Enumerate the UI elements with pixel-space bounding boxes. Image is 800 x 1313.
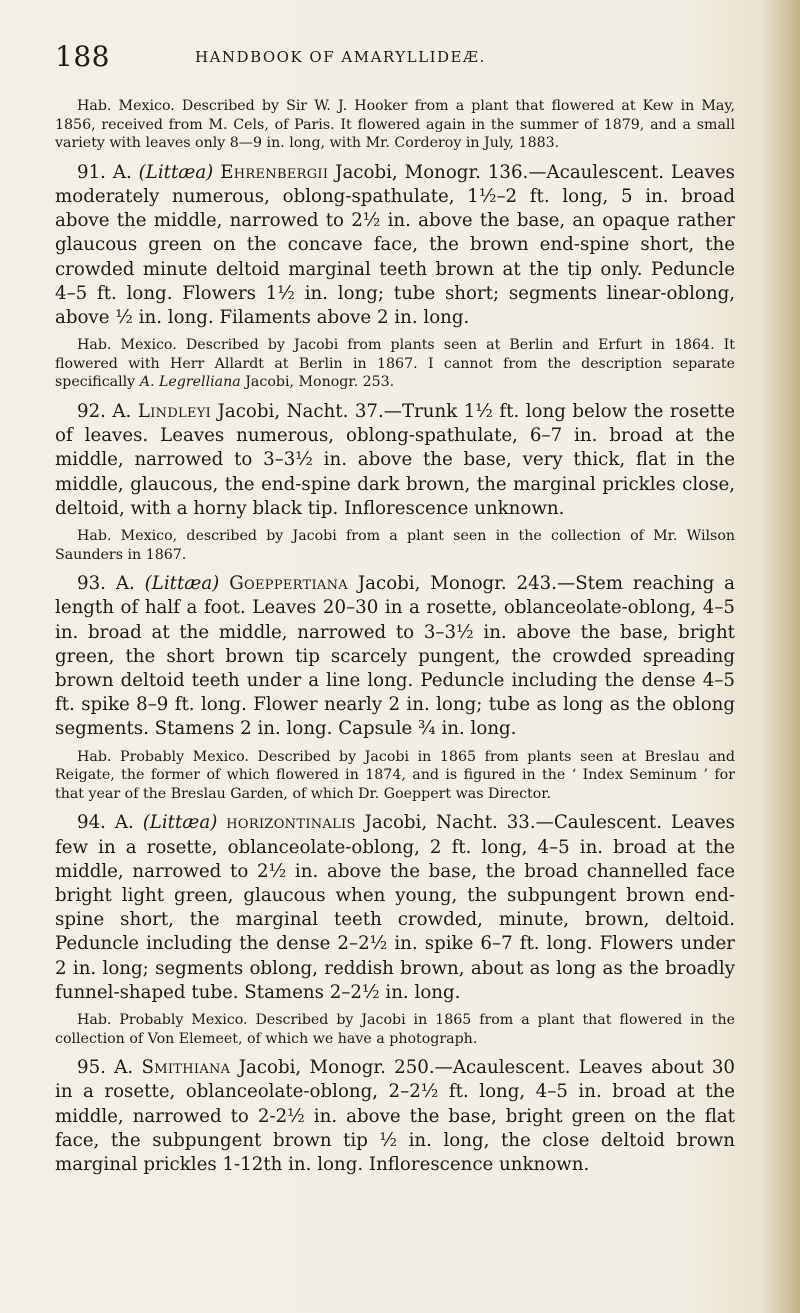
species-name: Ehrenbergii xyxy=(220,161,329,183)
species-name: Goeppertiana xyxy=(229,573,348,595)
species-description: Jacobi, Nacht. 37.—Trunk 1½ ft. long below the rosette of leaves. Leaves numerous, oblong-spathulate, 6–7 in. broad at the middle, narrowed to 3–3½ in. above the base, very thick, flat in the middle, glaucous, the end-spine dark brown, the marginal prickles close, deltoid, with a horny black tip. Inflorescence unknown. xyxy=(55,400,735,519)
running-title: HANDBOOK OF AMARYLLIDEÆ. xyxy=(195,48,486,66)
habitat-note: Hab. Mexico, described by Jacobi from a plant seen in the collection of Mr. Wilson Saunders in 1867. xyxy=(55,528,735,563)
habitat-note: Hab. Mexico. Described by Sir W. J. Hooker from a plant that flowered at Kew in May, 1856, received from M. Cels, of Paris. It flowered again in the summer of 1879, and a small variety with leaves only 8—9 in. long, with Mr. Corderoy in July, 1883. xyxy=(55,98,735,152)
species-entry xyxy=(55,572,735,741)
species-subgenus: (Littæa) xyxy=(144,573,220,595)
running-head xyxy=(55,40,735,73)
species-entry xyxy=(55,400,735,521)
species-description: Jacobi, Monogr. 136.—Acaulescent. Leaves moderately numerous, oblong-spathulate, 1½–2 ft. long, 5 in. broad above the middle, narrowed to 2½ in. above the base, an opaque rather glaucous green on the concave face, the brown end-spine short, the crowded minute deltoid marginal teeth brown at the tip only. Peduncle 4–5 ft. long. Flowers 1½ in. long; tube short; segments linear-oblong, above ½ in. long. Filaments above 2 in. long. xyxy=(55,161,735,328)
page-content xyxy=(55,97,735,1183)
species-entry xyxy=(55,161,735,330)
species-number: 93. A. xyxy=(77,573,135,595)
habitat-note: Hab. Probably Mexico. Described by Jacobi in 1865 from plants seen at Breslau and Reigate, the former of which flowered in 1874, and is figured in the ‘ Index Seminum ’ for that year of the Breslau Garden, of which Dr. Goeppert was Director. xyxy=(55,748,735,802)
species-number: 92. A. xyxy=(77,400,132,422)
species-description: Jacobi, Nacht. 33.—Caulescent. Leaves few in a rosette, oblanceolate-oblong, 2 ft. long, 4–5 in. broad at the middle, narrowed to 2½ in. above the base, the broad channelled face bright light green, glaucous when young, the subpungent brown end-spine short, the marginal teeth crowded, minute, brown, deltoid. Peduncle including the dense 2–2½ in. spike 6–7 ft. long. Flowers under 2 in. long; segments oblong, reddish brown, about as long as the broadly funnel-shaped tube. Stamens 2–2½ in. long. xyxy=(55,812,735,1003)
species-number: 94. A. xyxy=(77,812,134,834)
species-description: Jacobi, Monogr. 243.—Stem reaching a length of half a foot. Leaves 20–30 in a rosette, oblanceolate-oblong, 4–5 in. broad at the middle, narrowed to 3–3½ in. above the base, bright green, the short brown tip scarcely pungent, the crowded spreading brown deltoid teeth under a line long. Peduncle including the dense 4–5 ft. spike 8–9 ft. long. Flower nearly 2 in. long; tube as long as the oblong segments. Stamens 2 in. long. Capsule ¾ in. long. xyxy=(55,573,735,740)
species-number: 91. A. xyxy=(77,161,132,183)
page-edge-shadow xyxy=(762,0,800,1313)
species-name: Smithiana xyxy=(141,1057,231,1079)
species-name: Lindleyi xyxy=(137,400,212,422)
species-description: Jacobi, Monogr. 250.—Acaulescent. Leaves about 30 in a rosette, oblanceolate-oblong, 2–2½ ft. long, 4–5 in. broad at the middle, narrowed to 2-2½ in. above the base, bright green on the flat face, the subpungent brown tip ½ in. long, the close deltoid brown marginal prickles 1-12th in. long. Inflorescence unknown. xyxy=(55,1057,735,1176)
species-name: horizontinalis xyxy=(226,812,356,834)
habitat-note: Hab. Mexico. Described by Jacobi from plants seen at Berlin and Erfurt in 1864. It flowered with Herr Allardt at Berlin in 1867. I cannot from the description separate specifically A. Legrelliana Jacobi, Monogr. 253. xyxy=(55,337,735,391)
species-entry xyxy=(55,811,735,1005)
species-number: 95. A. xyxy=(77,1057,134,1079)
page-number: 188 xyxy=(55,40,110,73)
species-entry xyxy=(55,1056,735,1177)
species-subgenus: (Littæa) xyxy=(142,812,218,834)
species-subgenus: (Littæa) xyxy=(138,161,214,183)
habitat-note: Hab. Probably Mexico. Described by Jacobi in 1865 from a plant that flowered in the collection of Von Elemeet, of which we have a photograph. xyxy=(55,1012,735,1047)
